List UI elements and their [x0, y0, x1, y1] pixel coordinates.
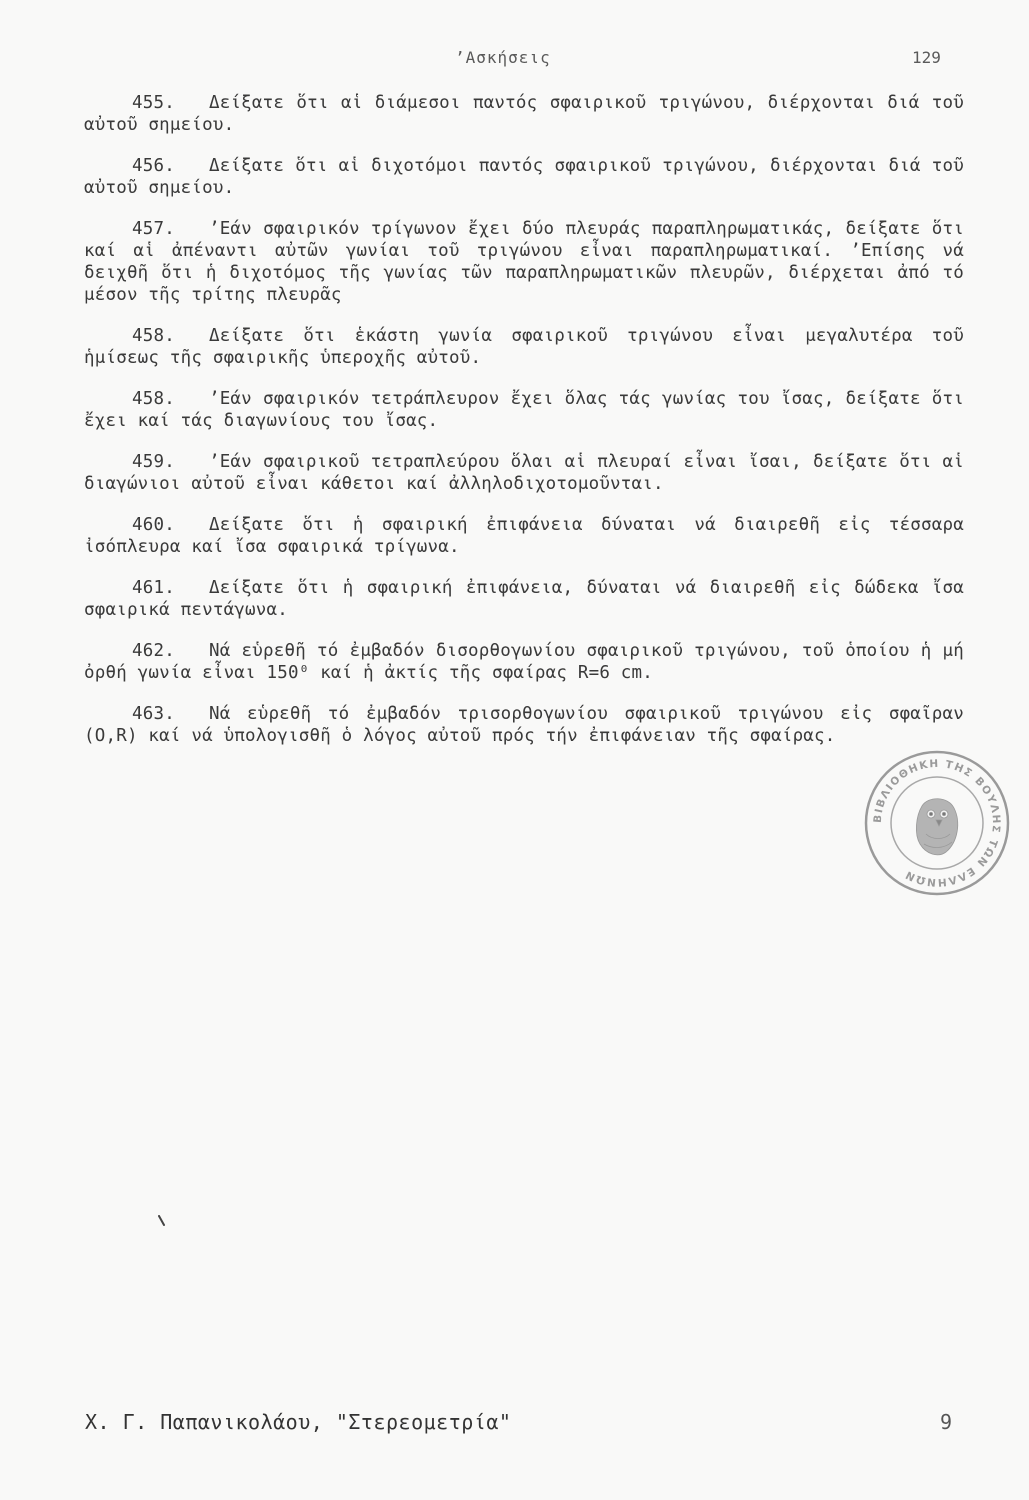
exercise-text: ’Εάν σφαιρικοῦ τετραπλεύρου ὅλαι αἱ πλευραί εἶναι ἴσαι, δείξατε ὅτι αἱ διαγώνιοι αὐτοῦ εἶναι κάθετοι καί ἀλληλοδιχοτομοῦνται. [84, 452, 964, 494]
exercise-text: Νά εὑρεθῆ τό ἐμβαδόν δισορθογωνίου σφαιρικοῦ τριγώνου, τοῦ ὁποίου ἡ μή ὀρθή γωνία εἶναι 150⁰ καί ἡ ἀκτίς τῆς σφαίρας R=6 cm. [84, 641, 964, 683]
stamp-ring-text: ΒΙΒΛΙΟΘΗΚΗ ΤΗΣ ΒΟΥΛΗΣ ΤΩΝ ΕΛΛΗΝΩΝ [871, 757, 1003, 889]
exercise-text: Δείξατε ὅτι αἱ διχοτόμοι παντός σφαιρικοῦ τριγώνου, διέρχονται διά τοῦ αὐτοῦ σημείου. [84, 156, 964, 198]
exercise-text: Δείξατε ὅτι ἡ σφαιρική ἐπιφάνεια, δύναται νά διαιρεθῆ εἰς δώδεκα ἴσα σφαιρικά πεντάγωνα. [84, 578, 964, 620]
exercise-461 [84, 577, 964, 621]
owl-emblem-icon [916, 799, 957, 855]
exercise-number: 461. [132, 578, 175, 598]
exercise-text: Δείξατε ὅτι ἡ σφαιρική ἐπιφάνεια δύναται νά διαιρεθῆ εἰς τέσσαρα ἰσόπλευρα καί ἴσα σφαιρικά τρίγωνα. [84, 515, 964, 557]
exercise-number: 458. [132, 326, 175, 346]
ink-speck [158, 1215, 166, 1227]
page-number: 129 [912, 48, 941, 67]
exercise-460 [84, 514, 964, 558]
exercise-text: Δείξατε ὅτι ἑκάστη γωνία σφαιρικοῦ τριγώνου εἶναι μεγαλυτέρα τοῦ ἡμίσεως τῆς σφαιρικῆς ὑπεροχῆς αὐτοῦ. [84, 326, 964, 368]
library-stamp-seal [862, 748, 1012, 898]
footer-sheet-number: 9 [940, 1410, 953, 1434]
exercise-462 [84, 640, 964, 684]
exercise-number: 458. [132, 389, 175, 409]
exercise-456 [84, 155, 964, 199]
exercise-number: 456. [132, 156, 175, 176]
exercise-text: Νά εὑρεθῆ τό ἐμβαδόν τρισορθογωνίου σφαιρικοῦ τριγώνου εἰς σφαῖραν (O,R) καί νά ὑπολογισθῆ ὁ λόγος αὐτοῦ πρός τήν ἐπιφάνειαν τῆς σφαίρας. [84, 704, 964, 746]
exercise-list [84, 92, 964, 766]
page-footer [0, 1410, 1029, 1438]
exercise-text: ’Εάν σφαιρικόν τρίγωνον ἔχει δύο πλευράς παραπληρωματικάς, δείξατε ὅτι καί αἱ ἀπέναντι αὐτῶν γωνίαι τοῦ τριγώνου εἶναι παραπληρωματικαί. ’Επίσης νά δειχθῆ ὅτι ἡ διχοτόμος τῆς γωνίας τῶν παραπληρωματικῶν πλευρῶν, διέρχεται ἀπό τό μέσον τῆς τρίτης πλευρᾶς [84, 219, 964, 305]
exercise-number: 460. [132, 515, 175, 535]
exercise-458b [84, 388, 964, 432]
exercise-458a [84, 325, 964, 369]
exercise-457 [84, 218, 964, 306]
exercise-text: Δείξατε ὅτι αἱ διάμεσοι παντός σφαιρικοῦ τριγώνου, διέρχονται διά τοῦ αὐτοῦ σημείου. [84, 93, 964, 135]
exercise-number: 462. [132, 641, 175, 661]
exercise-459 [84, 451, 964, 495]
exercise-463 [84, 703, 964, 747]
exercise-number: 455. [132, 93, 175, 113]
running-title: ’Ασκήσεις [455, 48, 551, 67]
exercise-number: 463. [132, 704, 175, 724]
page-header [0, 48, 1029, 72]
exercise-text: ’Εάν σφαιρικόν τετράπλευρον ἔχει ὅλας τάς γωνίας του ἴσας, δείξατε ὅτι ἔχει καί τάς διαγωνίους του ἴσας. [84, 389, 964, 431]
exercise-number: 459. [132, 452, 175, 472]
library-stamp [862, 748, 1012, 898]
exercise-455 [84, 92, 964, 136]
footer-citation: Χ. Γ. Παπανικολάου, "Στερεομετρία" [85, 1410, 512, 1434]
exercise-number: 457. [132, 219, 175, 239]
